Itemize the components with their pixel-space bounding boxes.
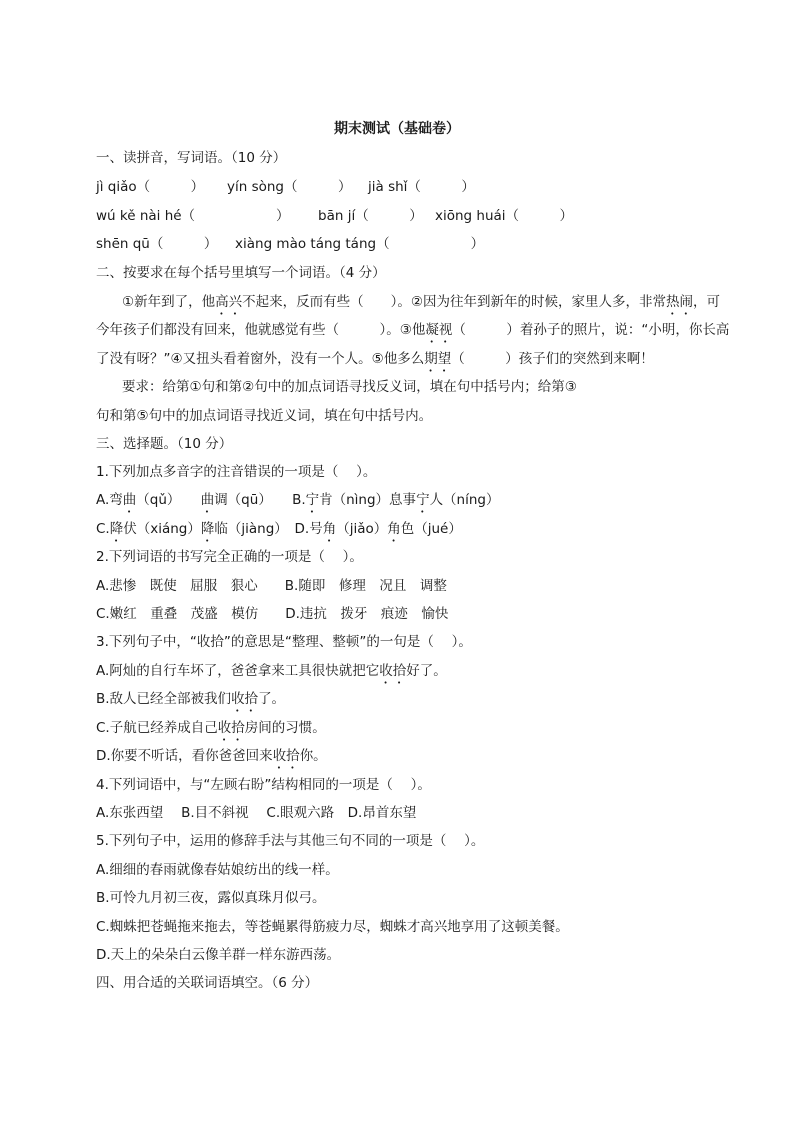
dotted-word: 收拾 (217, 720, 245, 736)
question-3-option-c (96, 718, 326, 744)
pinyin-item: jià shǐ（ ） (368, 179, 475, 195)
dotted-char: 曲 (200, 492, 215, 508)
text: 今年孩子们都没有回来，他就感觉有些（ ）。③他 (96, 322, 426, 338)
text: 不起来，反而有些（ ）。②因为往年到新年的时候，家里人多，非常 (242, 294, 666, 310)
text: ，可 (692, 294, 720, 310)
dotted-word: 收拾 (272, 748, 300, 764)
text: 色（jué） (400, 521, 462, 537)
question-3-option-b (96, 689, 285, 715)
question-4-options: A.东张西望 B.目不斜视 C.眼观六路 D.昂首东望 (96, 805, 417, 821)
dotted-word: 高兴 (215, 294, 243, 310)
question-5-option-b: B.可怜九月初三夜，露似真珠月似弓。 (96, 890, 326, 906)
section3-heading: 三、选择题。（10 分） (96, 436, 233, 452)
text: 房间的习惯。 (244, 720, 326, 736)
question-1-options-cd (96, 519, 462, 545)
question-5-option-d: D.天上的朵朵白云像羊群一样东游西荡。 (96, 947, 341, 963)
pinyin-item: bān jí（ ） (318, 208, 423, 224)
text: D.你要不听话，看你爸爸回来 (96, 748, 273, 764)
pinyin-item: xiōng huái（ ） (435, 208, 574, 224)
text: （ ）孩子们的突然到来啊！ (451, 351, 654, 367)
dotted-char: 降 (200, 521, 215, 537)
dotted-word: 凝视 (425, 322, 453, 338)
question-2-stem: 2.下列词语的书写完全正确的一项是（ ）。 (96, 549, 363, 565)
question-4-stem: 4.下列词语中，与“左顾右盼”结构相同的一项是（ ）。 (96, 777, 431, 793)
dotted-word: 收拾 (231, 691, 259, 707)
requirement-line-1: 要求：给第①句和第②句中的加点词语寻找反义词，填在句中括号内；给第③ (122, 379, 577, 395)
dotted-char: 曲 (122, 492, 137, 508)
text: 肯（nìng）息事 (319, 492, 417, 508)
question-5-stem: 5.下列句子中，运用的修辞手法与其他三句不同的一项是（ ）。 (96, 833, 485, 849)
dotted-word: 热闹 (665, 294, 693, 310)
question-3-stem: 3.下列句子中，“收拾”的意思是“整理、整顿”的一句是（ ）。 (96, 634, 472, 650)
page-title: 期末测试（基础卷） (334, 121, 460, 137)
text: A.阿灿的自行车坏了，爸爸拿来工具很快就把它 (96, 663, 380, 679)
dotted-word: 收拾 (379, 663, 407, 679)
text: 人（níng） (429, 492, 500, 508)
text: （qǔ） (136, 492, 201, 508)
text: 了没有呀？”④又扭头看着窗外，没有一个人。⑤他多么 (96, 351, 425, 367)
pinyin-item: shēn qū（ ） (96, 236, 218, 252)
text: 调（qū） B. (214, 492, 306, 508)
text: 了。 (258, 691, 286, 707)
question-1-options-ab (96, 490, 500, 516)
section1-heading: 一、读拼音，写词语。（10 分） (96, 150, 287, 166)
question-2-options-ab: A.悲惨 既使 屈服 狠心 B.随即 修理 况且 调整 (96, 578, 447, 594)
text: B.敌人已经全部被我们 (96, 691, 232, 707)
passage-line-1 (122, 292, 720, 318)
dotted-char: 降 (109, 521, 124, 537)
dotted-word: 期望 (424, 351, 452, 367)
question-5-option-a: A.细细的春雨就像春姑娘纺出的线一样。 (96, 862, 339, 878)
pinyin-item: wú kě nài hé（ ） (96, 208, 290, 224)
pinyin-item: jì qiǎo（ ） (96, 179, 205, 195)
pinyin-item: xiàng mào táng táng（ ） (235, 236, 485, 252)
text: （ ）着孙子的照片，说：“小明，你长高 (452, 322, 730, 338)
question-2-options-cd: C.嫩红 重叠 茂盛 模仿 D.违抗 拨牙 痕迹 愉快 (96, 606, 449, 622)
section4-heading: 四、用合适的关联词语填空。（6 分） (96, 975, 319, 991)
dotted-char: 宁 (416, 492, 430, 508)
dotted-char: 宁 (305, 492, 320, 508)
pinyin-item: yín sòng（ ） (227, 179, 352, 195)
text: 好了。 (406, 663, 447, 679)
text: C.子航已经养成自己 (96, 720, 218, 736)
text: 临（jiàng） D.号 (214, 521, 323, 537)
text: A.弯 (96, 492, 123, 508)
section2-heading: 二、按要求在每个括号里填写一个词语。（4 分） (96, 265, 386, 281)
passage-line-3 (96, 349, 654, 375)
text: 你。 (299, 748, 327, 764)
question-3-option-d (96, 746, 327, 772)
question-3-option-a (96, 661, 447, 687)
text: （jiǎo） (336, 521, 388, 537)
text: C. (96, 521, 110, 537)
dotted-char: 角 (322, 521, 337, 537)
dotted-char: 角 (387, 521, 401, 537)
text: 伏（xiáng） (123, 521, 201, 537)
requirement-line-2: 句和第⑤句中的加点词语寻找近义词，填在句中括号内。 (96, 408, 433, 424)
question-5-option-c: C.蜘蛛把苍蝇拖来拖去，等苍蝇累得筋疲力尽，蜘蛛才高兴地享用了这顿美餐。 (96, 919, 569, 935)
question-1-stem: 1.下列加点多音字的注音错误的一项是（ ）。 (96, 464, 377, 480)
passage-line-2 (96, 320, 729, 346)
text: ①新年到了，他 (122, 294, 216, 310)
